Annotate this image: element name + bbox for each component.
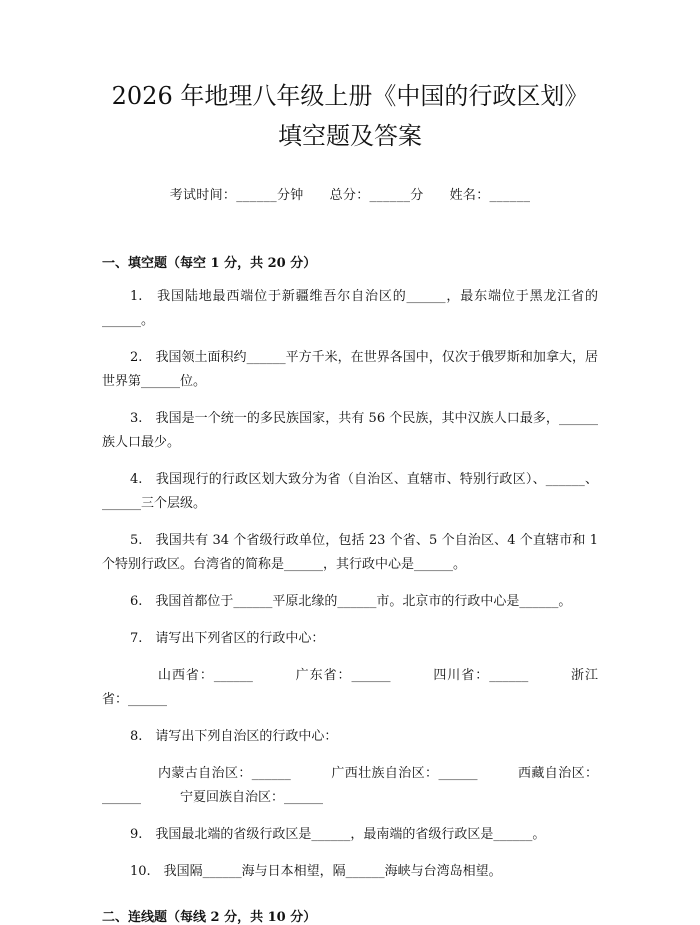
question-10: 10. 我国隔______海与日本相望，隔______海峡与台湾岛相望。 (130, 864, 502, 879)
exam-meta (102, 184, 598, 203)
section-matching: 二、连线题（每线 2 分，共 10 分） (102, 910, 317, 925)
exam-time: 考试时间：______分钟 (169, 188, 304, 203)
question-7: 7. 请写出下列省区的行政中心： (130, 631, 325, 646)
question-2: 2. 我国领土面积约______平方千米，在世界各国中，仅次于俄罗斯和加拿大，居世界第______位。 (102, 350, 598, 389)
question-list (102, 285, 598, 884)
question-6: 6. 我国首都位于______平原北缘的______市。北京市的行政中心是______。 (130, 594, 572, 609)
section-fill-blank: 一、填空题（每空 1 分，共 20 分） (102, 256, 317, 271)
question-9: 9. 我国最北端的省级行政区是______，最南端的省级行政区是______。 (130, 827, 546, 842)
exam-name: 姓名：______ (449, 188, 531, 203)
question-8-items: 内蒙古自治区：______ 广西壮族自治区：______ 西藏自治区：______ 宁夏回族自治区：______ (102, 766, 598, 805)
question-7-items: 山西省：______ 广东省：______ 四川省：______ 浙江省：______ (102, 668, 598, 707)
title-line-2: 填空题及答案 (278, 122, 422, 150)
question-1: 1. 我国陆地最西端位于新疆维吾尔自治区的______，最东端位于黑龙江省的______。 (102, 289, 598, 328)
question-3: 3. 我国是一个统一的多民族国家，共有 56 个民族，其中汉族人口最多，______族人口最少。 (102, 411, 598, 450)
title-line-1: 2026 年地理八年级上册《中国的行政区划》 (111, 82, 589, 110)
question-8: 8. 请写出下列自治区的行政中心： (130, 729, 338, 744)
question-5: 5. 我国共有 34 个省级行政单位，包括 23 个省、5 个自治区、4 个直辖市和 1 个特别行政区。台湾省的简称是______，其行政中心是______。 (102, 533, 598, 572)
document-title (102, 0, 598, 156)
question-4: 4. 我国现行的行政区划大致分为省（自治区、直辖市、特别行政区）、______、______三个层级。 (102, 472, 598, 511)
exam-score: 总分：______分 (329, 188, 424, 203)
